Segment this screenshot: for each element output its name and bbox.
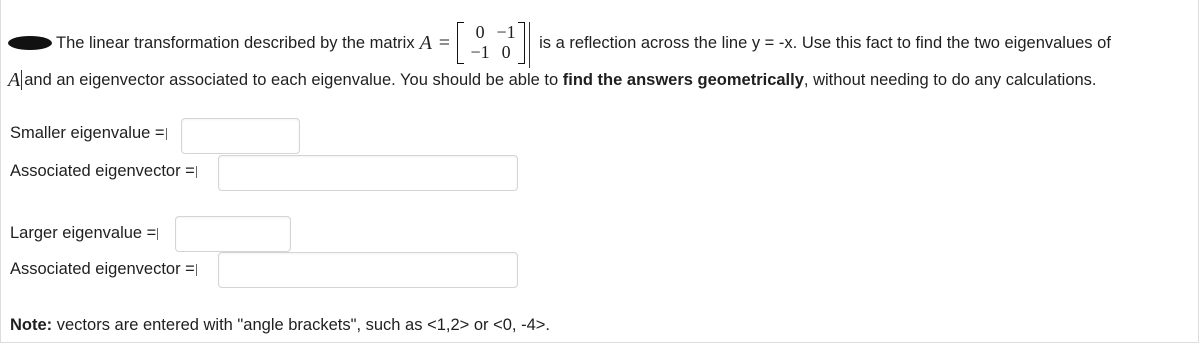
matrix-cell-r1c2: −1 (496, 22, 516, 42)
cursor-line (529, 22, 530, 68)
after-matrix-text: is a reflection across the line y = -x. Use this fact to find the two eigenvalues of (539, 33, 1111, 52)
equals-sign: = (438, 31, 451, 54)
smaller-eigenvector-row (10, 162, 197, 181)
matrix-cell-r1c1: 0 (475, 22, 485, 42)
matrix-cell-r2c2: 0 (501, 42, 511, 62)
redaction-blob (8, 36, 52, 50)
line2-text-end: , without needing to do any calculations. (803, 70, 1097, 89)
smaller-eigenvector-label: Associated eigenvector = (10, 162, 195, 180)
smaller-eigenvalue-row (10, 124, 167, 143)
smaller-eigenvalue-label: Smaller eigenvalue = (10, 124, 165, 142)
input-marker (157, 228, 158, 240)
matrix-A (457, 22, 539, 64)
larger-eigenvalue-label: Larger eigenvalue = (10, 224, 157, 242)
note-text (10, 316, 550, 335)
input-marker (166, 128, 167, 140)
smaller-eigenvalue-input[interactable] (181, 118, 300, 154)
line2-text (24, 71, 1096, 90)
line2-bold-text: find the answers geometrically (562, 70, 804, 89)
matrix-cell-r2c1: −1 (470, 42, 490, 62)
larger-eigenvector-label: Associated eigenvector = (10, 260, 195, 278)
input-marker (196, 264, 197, 276)
problem-statement-line-2 (8, 69, 1097, 91)
line2-text-start: and an eigenvector associated to each eigenvalue. You should be able to (24, 70, 559, 89)
text-caret (21, 70, 22, 90)
larger-eigenvector-row (10, 260, 197, 279)
larger-eigenvalue-input[interactable] (175, 216, 291, 252)
input-marker (196, 166, 197, 178)
smaller-eigenvector-input[interactable] (218, 155, 518, 191)
matrix-symbol: A (419, 31, 432, 54)
matrix-left-bracket (457, 22, 464, 64)
larger-eigenvalue-row (10, 224, 158, 243)
note-body: vectors are entered with "angle brackets", such as <1,2> or <0, -4>. (52, 316, 550, 334)
matrix-symbol-2: A (8, 68, 21, 91)
note-bold: Note: (10, 316, 53, 334)
problem-statement-line-1 (8, 22, 1111, 64)
intro-text: The linear transformation described by the matrix (56, 33, 415, 52)
matrix-right-bracket (518, 22, 525, 64)
larger-eigenvector-input[interactable] (218, 252, 518, 288)
